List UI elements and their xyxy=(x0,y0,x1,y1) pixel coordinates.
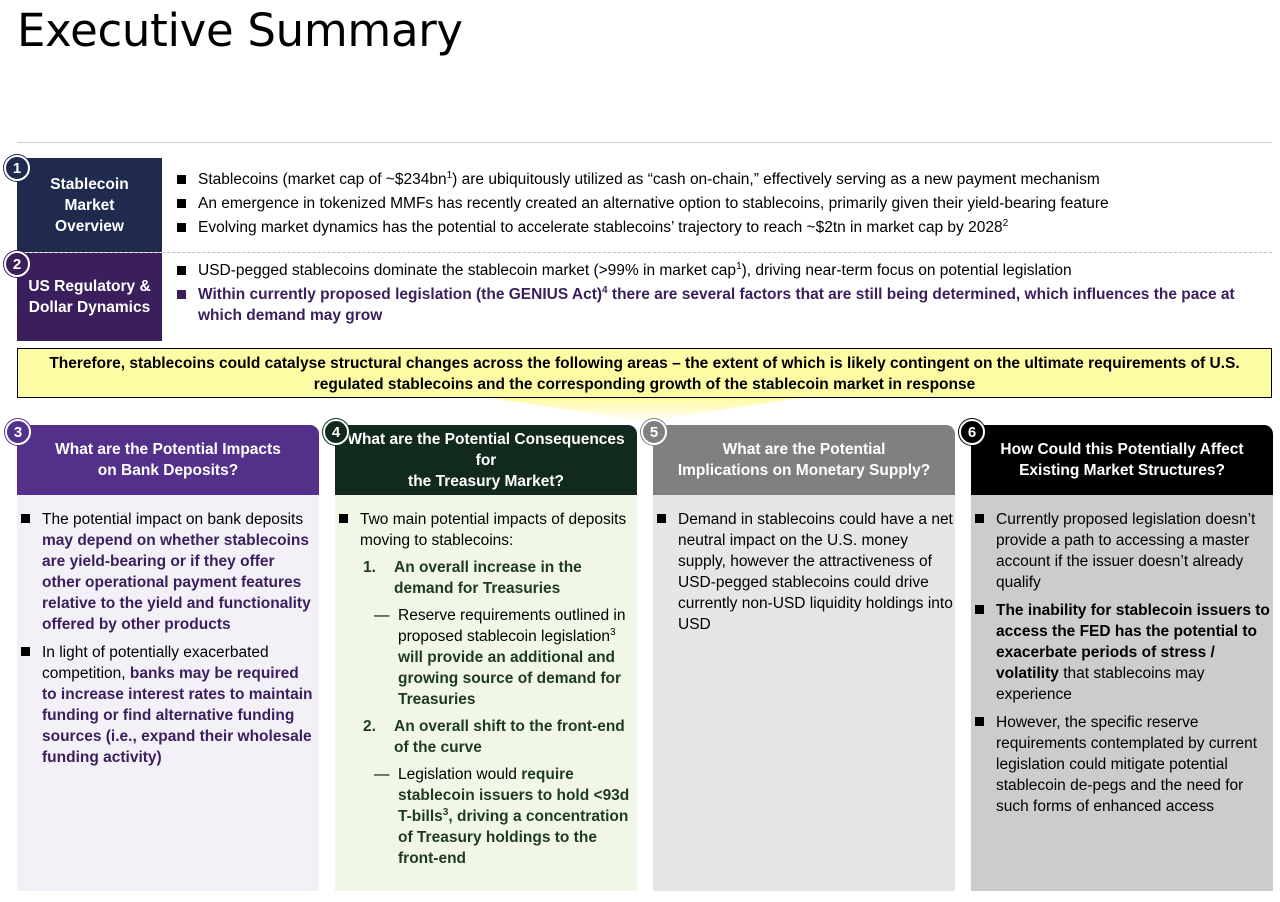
footnote-ref: 3 xyxy=(609,626,616,638)
column-number-badge: 4 xyxy=(323,419,349,445)
column-bank-deposits xyxy=(13,423,319,891)
bullet-text: Two main potential impacts of deposits moving to stablecoins: xyxy=(360,511,627,549)
numbered-item xyxy=(360,716,635,758)
column-body xyxy=(17,495,319,891)
footnote-ref: 1 xyxy=(446,169,453,181)
section-label-line: US Regulatory & xyxy=(28,278,151,295)
column-heading xyxy=(653,425,955,495)
column-monetary-supply xyxy=(649,423,955,891)
bullet-emphasis: may depend on whether stablecoins are yield-bearing or if they offer other operational payment features relative to the yield and functionality offered by other products xyxy=(42,532,311,633)
sub-item-emphasis: will provide an additional and growing source of demand for Treasuries xyxy=(398,649,622,708)
bullet-text: Within currently proposed legislation (the GENIUS Act) xyxy=(198,286,603,303)
bullet-item: Demand in stablecoins could have a net neutral impact on the U.S. money supply, however the attractiveness of USD-pegged stablecoins could drive currently non-USD liquidity holdings into USD xyxy=(657,509,953,635)
bullet-text: An emergence in tokenized MMFs has recently created an alternative option to stablecoins, primarily given their yield-bearing feature xyxy=(198,195,1109,212)
bullet-item: However, the specific reserve requirements contemplated by current legislation could mitigate potential stablecoin de-pegs and the need for such forms of enhanced access xyxy=(975,712,1271,817)
bullet-item xyxy=(177,285,1272,326)
callout-line: Therefore, stablecoins could catalyse structural changes across the following areas – the extent of which is likely contingent on the ultimate requirements of U.S. xyxy=(49,355,1240,372)
bullet-item xyxy=(21,509,317,635)
bullet-item xyxy=(21,642,317,768)
sub-item xyxy=(360,764,635,869)
sub-item-emphasis: require stablecoin issuers to hold <93d T-bills xyxy=(398,766,630,825)
heading-line: the Treasury Market? xyxy=(408,472,564,490)
sub-item xyxy=(360,605,635,710)
column-heading xyxy=(335,425,637,495)
bullet-emphasis: banks may be required to increase interest rates to maintain funding or find alternative funding sources (i.e., expand their wholesale funding activity) xyxy=(42,665,313,766)
bullet-item xyxy=(177,261,1272,282)
section-us-regulatory xyxy=(12,252,1272,341)
footnote-ref: 1 xyxy=(736,260,742,272)
footnote-ref: 4 xyxy=(602,284,608,296)
item-text: An overall shift to the front-end of the curve xyxy=(394,718,625,756)
numbered-item xyxy=(360,557,635,599)
dash-marker: — xyxy=(374,607,390,624)
item-number: 1. xyxy=(363,559,376,576)
section-label-line: Overview xyxy=(55,217,124,235)
column-number-badge: 6 xyxy=(959,419,985,445)
bullet-text: that stablecoins may experience xyxy=(996,665,1205,703)
heading-line: Existing Market Structures? xyxy=(1019,462,1225,479)
callout-line: regulated stablecoins and the corresponding growth of the stablecoin market in response xyxy=(313,376,976,393)
item-text: An overall increase in the demand for Treasuries xyxy=(394,559,582,597)
heading-line: What are the Potential Consequences xyxy=(347,430,625,448)
footnote-ref: 2 xyxy=(1002,217,1009,229)
heading-line: Implications on Monetary Supply? xyxy=(677,462,931,479)
title-divider xyxy=(17,142,1272,143)
bullet-item: Currently proposed legislation doesn’t provide a path to accessing a master account if the issuer doesn’t already qualify xyxy=(975,509,1271,593)
section-bullet-list xyxy=(177,170,1272,242)
heading-line: What are the Potential xyxy=(722,441,886,458)
heading-line: How Could this Potentially Affect xyxy=(1000,441,1244,458)
section-label-line: Dollar Dynamics xyxy=(28,299,151,316)
therefore-callout xyxy=(17,348,1272,398)
section-number-badge: 2 xyxy=(4,251,30,277)
column-market-structures xyxy=(967,423,1273,891)
section-label-line: Stablecoin xyxy=(50,175,129,193)
bullet-text: Stablecoins (market cap of ~$234bn xyxy=(198,171,447,188)
footnote-ref: 3 xyxy=(442,806,449,818)
bullet-text: USD-pegged stablecoins dominate the stablecoin market (>99% in market cap xyxy=(198,262,737,279)
section-label-box xyxy=(17,253,162,341)
sub-item-emphasis: , driving a concentration of Treasury holdings to the front-end xyxy=(398,808,629,867)
funnel-arrow xyxy=(490,398,800,420)
column-treasury-market xyxy=(331,423,637,891)
bullet-text: ) are ubiquitously utilized as “cash on-chain,” effectively serving as a new payment mechanism xyxy=(452,171,1100,188)
heading-line: for xyxy=(475,451,497,469)
column-heading xyxy=(971,425,1273,495)
sub-item-text: Reserve requirements outlined in proposed stablecoin legislation xyxy=(398,607,626,645)
bullet-text: In light of potentially exacerbated competition, xyxy=(42,644,269,682)
section-bullet-list xyxy=(177,261,1272,330)
page-title: Executive Summary xyxy=(17,4,463,57)
bullet-text: there are several factors that are still being determined, which influences the pace at which demand may grow xyxy=(198,286,1235,324)
bullet-text: ), driving near-term focus on potential legislation xyxy=(741,262,1072,279)
heading-line: on Bank Deposits? xyxy=(97,462,239,479)
column-number-badge: 3 xyxy=(5,419,31,445)
column-body xyxy=(971,495,1273,891)
column-body xyxy=(335,495,637,891)
bullet-item xyxy=(177,218,1272,239)
column-heading xyxy=(17,425,319,495)
column-number-badge: 5 xyxy=(641,419,667,445)
bullet-emphasis: The inability for stablecoin issuers to access the FED has the potential to exacerbate periods of stress / volatility xyxy=(996,602,1270,682)
bullet-text: Evolving market dynamics has the potential to accelerate stablecoins’ trajectory to reach ~$2tn in market cap by 2028 xyxy=(198,219,1003,236)
bullet-item xyxy=(177,170,1272,191)
bullet-item xyxy=(975,600,1271,705)
bullet-text: The potential impact on bank deposits xyxy=(42,511,304,528)
item-number: 2. xyxy=(363,718,376,735)
column-body xyxy=(653,495,955,891)
section-number-badge: 1 xyxy=(4,155,30,181)
bullet-item xyxy=(339,509,635,869)
section-label-box xyxy=(17,158,162,252)
heading-line: What are the Potential Impacts xyxy=(55,441,281,458)
section-label-line: Market xyxy=(64,196,115,214)
sub-item-text: Legislation would xyxy=(398,766,522,783)
bullet-item xyxy=(177,194,1272,215)
section-market-overview xyxy=(12,158,1272,252)
dash-marker: — xyxy=(374,766,390,783)
